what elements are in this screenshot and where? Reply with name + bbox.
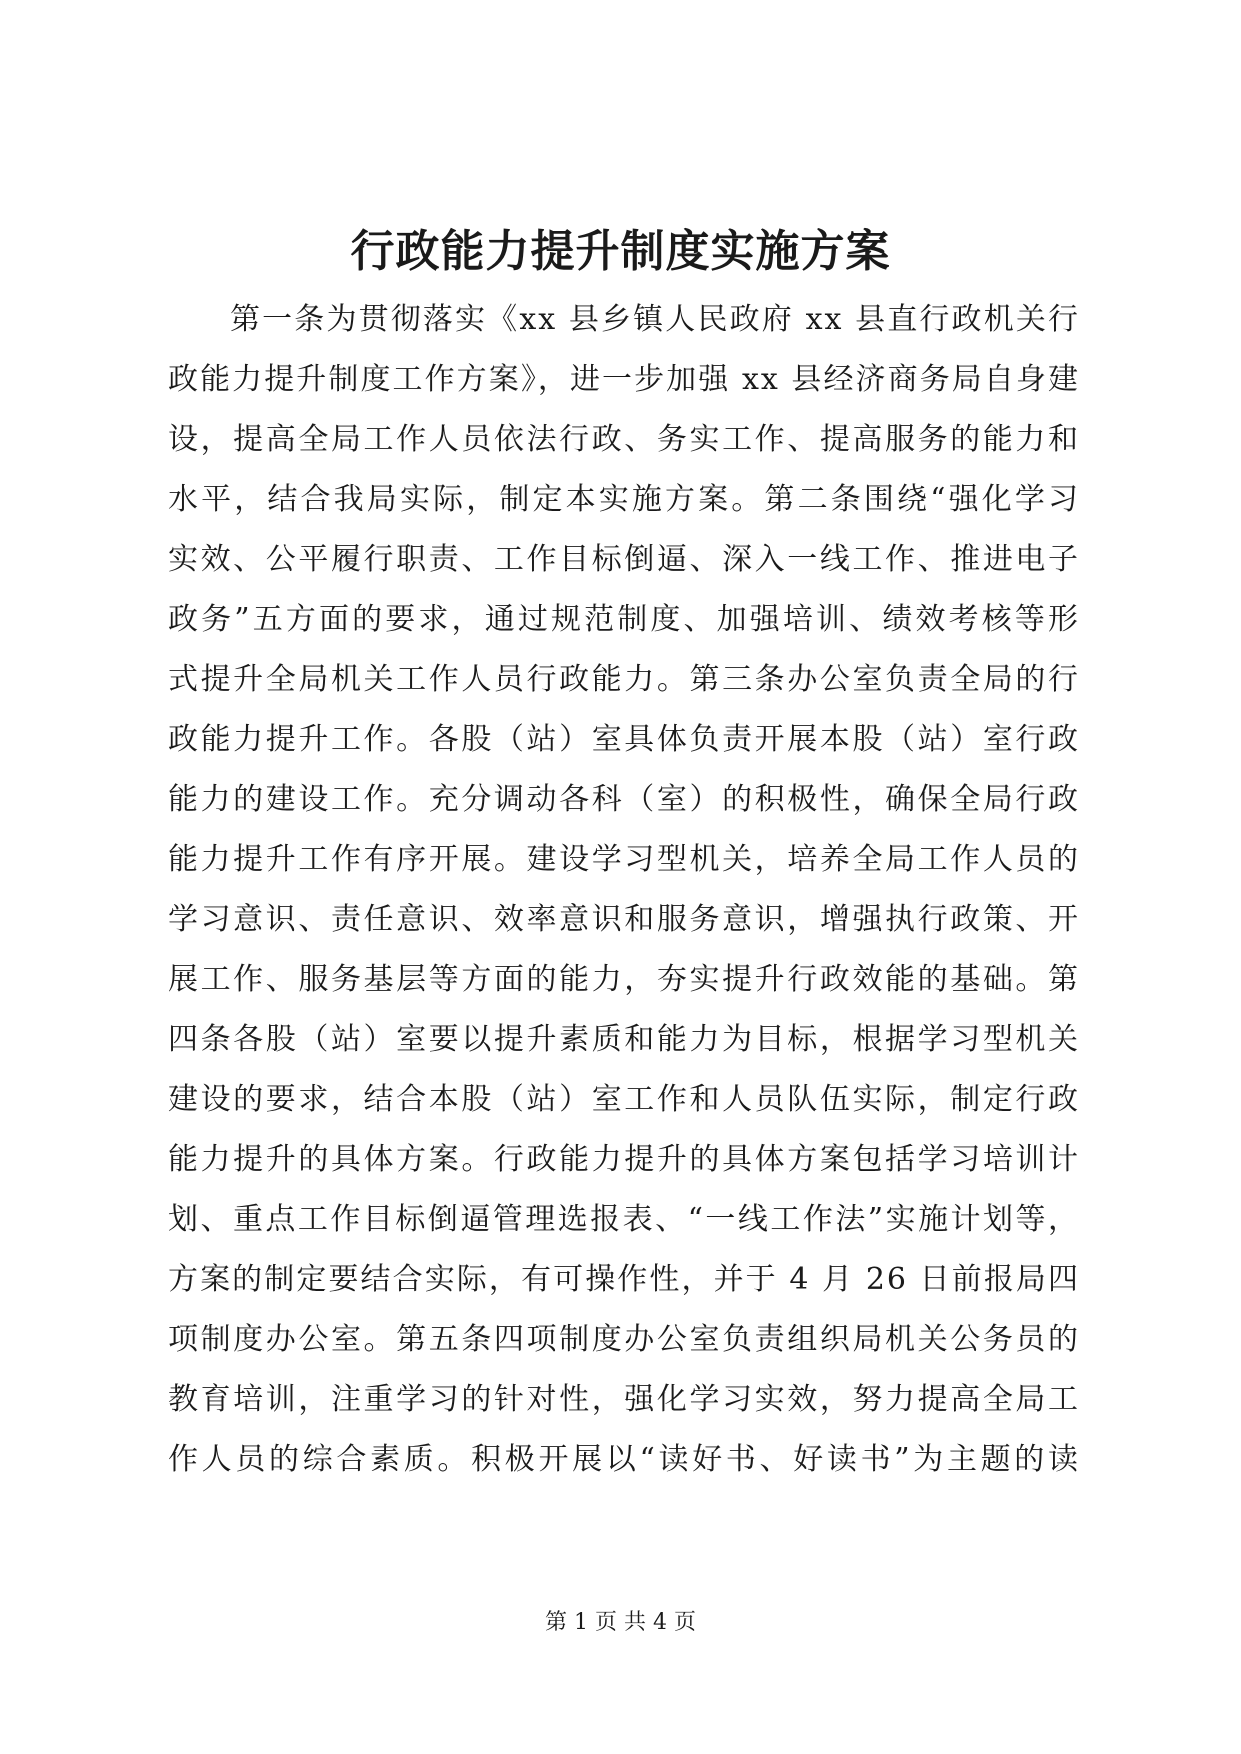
- body-line: 作人员的综合素质。积极开展以“读好书、好读书”为主题的读: [168, 1442, 1080, 1477]
- body-line: 能力提升的具体方案。行政能力提升的具体方案包括学习培训计: [168, 1142, 1080, 1177]
- body-line: 政能力提升工作。各股（站）室具体负责开展本股（站）室行政: [168, 722, 1080, 757]
- body-line: 能力的建设工作。充分调动各科（室）的积极性，确保全局行政: [168, 782, 1080, 817]
- body-line: 能力提升工作有序开展。建设学习型机关，培养全局工作人员的: [168, 842, 1080, 877]
- document-body: [168, 290, 1080, 1490]
- body-line: 实效、公平履行职责、工作目标倒逼、深入一线工作、推进电子: [168, 542, 1080, 577]
- body-line: 划、重点工作目标倒逼管理选报表、“一线工作法”实施计划等，: [168, 1202, 1080, 1237]
- body-line: 方案的制定要结合实际，有可操作性，并于 4 月 26 日前报局四: [168, 1262, 1080, 1297]
- body-line: 项制度办公室。第五条四项制度办公室负责组织局机关公务员的: [168, 1322, 1080, 1357]
- body-line: 设，提高全局工作人员依法行政、务实工作、提高服务的能力和: [168, 422, 1080, 457]
- body-line: 水平，结合我局实际，制定本实施方案。第二条围绕“强化学习: [168, 482, 1080, 517]
- body-line: 建设的要求，结合本股（站）室工作和人员队伍实际，制定行政: [168, 1082, 1080, 1117]
- page-footer: 第 1 页 共 4 页: [545, 1610, 696, 1635]
- body-line: 式提升全局机关工作人员行政能力。第三条办公室负责全局的行: [168, 662, 1080, 697]
- body-line: 展工作、服务基层等方面的能力，夯实提升行政效能的基础。第: [168, 962, 1080, 997]
- body-line: 政务”五方面的要求，通过规范制度、加强培训、绩效考核等形: [168, 602, 1080, 637]
- body-line: 政能力提升制度工作方案》，进一步加强 xx 县经济商务局自身建: [168, 362, 1080, 397]
- body-line: 四条各股（站）室要以提升素质和能力为目标，根据学习型机关: [168, 1022, 1080, 1057]
- body-line: 第一条为贯彻落实《xx 县乡镇人民政府 xx 县直行政机关行: [230, 302, 1080, 337]
- document-title: 行政能力提升制度实施方案: [350, 226, 891, 277]
- body-line: 学习意识、责任意识、效率意识和服务意识，增强执行政策、开: [168, 902, 1080, 937]
- body-line: 教育培训，注重学习的针对性，强化学习实效，努力提高全局工: [168, 1382, 1080, 1417]
